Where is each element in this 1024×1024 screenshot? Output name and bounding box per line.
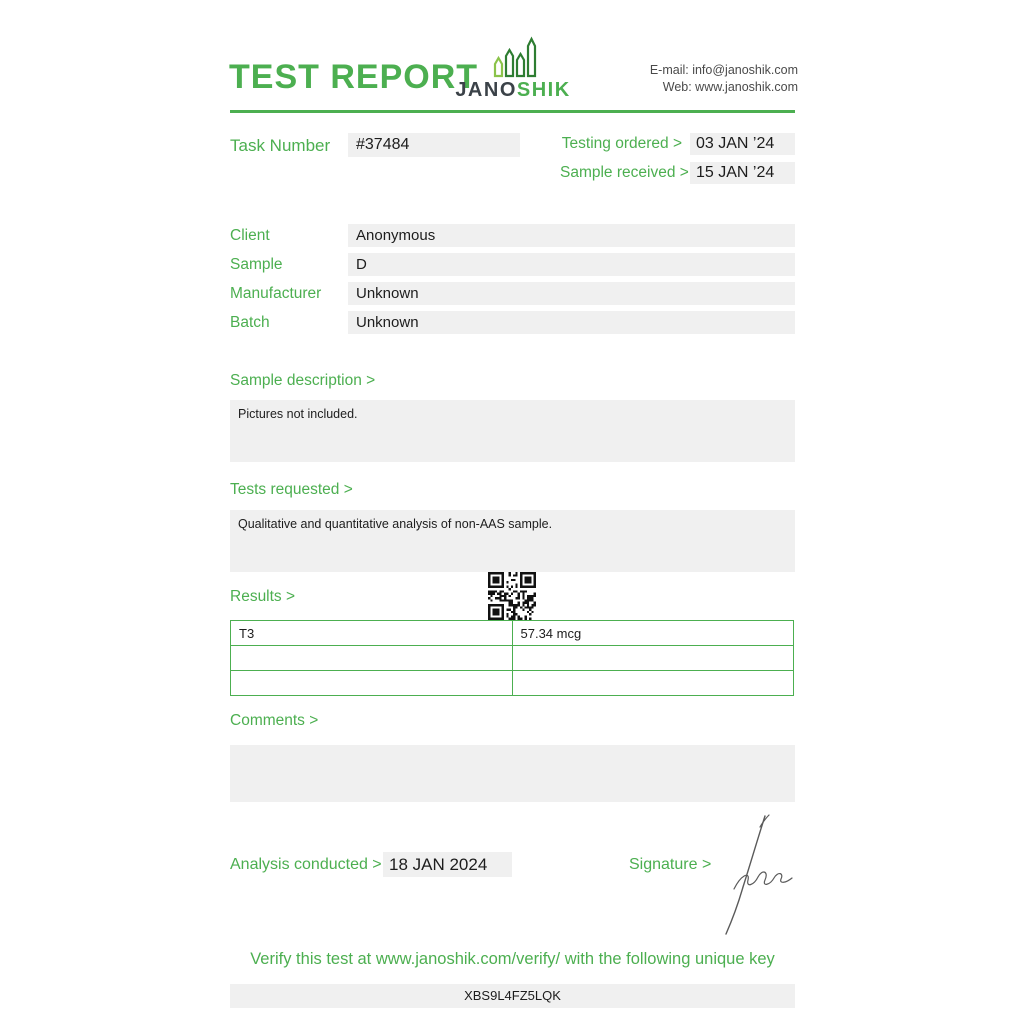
results-label: Results >: [230, 588, 296, 605]
page-title: TEST REPORT: [229, 58, 479, 96]
testing-ordered-row: [560, 133, 795, 155]
contact-info: [548, 62, 798, 96]
batch-value: Unknown: [348, 311, 795, 334]
result-name: T3: [231, 621, 513, 646]
table-row: [231, 671, 794, 696]
manufacturer-value: Unknown: [348, 282, 795, 305]
sample-received-row: [560, 162, 795, 184]
tests-requested-box: Qualitative and quantitative analysis of non-AAS sample.: [230, 510, 795, 572]
client-value: Anonymous: [348, 224, 795, 247]
testing-ordered-value: 03 JAN ’24: [690, 133, 795, 155]
result-name: [231, 671, 513, 696]
tests-requested-label: Tests requested >: [230, 481, 353, 498]
signature-label: Signature >: [629, 856, 712, 873]
manufacturer-label: Manufacturer: [230, 285, 322, 302]
sample-value: D: [348, 253, 795, 276]
analysis-conducted-value: 18 JAN 2024: [383, 852, 512, 877]
sample-label: Sample: [230, 256, 283, 273]
bar-chart-icon: [488, 36, 538, 78]
email-line: E-mail: info@janoshik.com: [649, 63, 798, 77]
header-divider: [230, 110, 795, 113]
result-value: [512, 646, 794, 671]
results-table: [230, 620, 794, 696]
sample-received-value: 15 JAN ’24: [690, 162, 795, 184]
sample-description-label: Sample description >: [230, 372, 376, 389]
result-value: [512, 671, 794, 696]
table-row: [231, 621, 794, 646]
verify-key: XBS9L4FZ5LQK: [230, 984, 795, 1008]
qr-code: [488, 572, 536, 620]
result-name: [231, 646, 513, 671]
logo-shik: SHIK: [516, 79, 571, 101]
result-value: 57.34 mcg: [512, 621, 794, 646]
task-number-value: #37484: [348, 133, 520, 157]
testing-ordered-label: Testing ordered >: [561, 135, 682, 152]
signature-image: [710, 813, 798, 937]
web-line: Web: www.janoshik.com: [662, 80, 798, 94]
client-label: Client: [230, 227, 270, 244]
sample-received-label: Sample received >: [560, 164, 689, 181]
logo-jano: JANO: [455, 79, 517, 101]
task-number-label: Task Number: [230, 136, 331, 155]
sample-description-box: Pictures not included.: [230, 400, 795, 462]
batch-label: Batch: [230, 314, 270, 331]
comments-box: [230, 745, 795, 802]
verify-instruction: Verify this test at www.janoshik.com/verify/ with the following unique key: [250, 950, 775, 968]
comments-label: Comments >: [230, 712, 319, 729]
table-row: [231, 646, 794, 671]
analysis-conducted-label: Analysis conducted >: [230, 856, 382, 873]
